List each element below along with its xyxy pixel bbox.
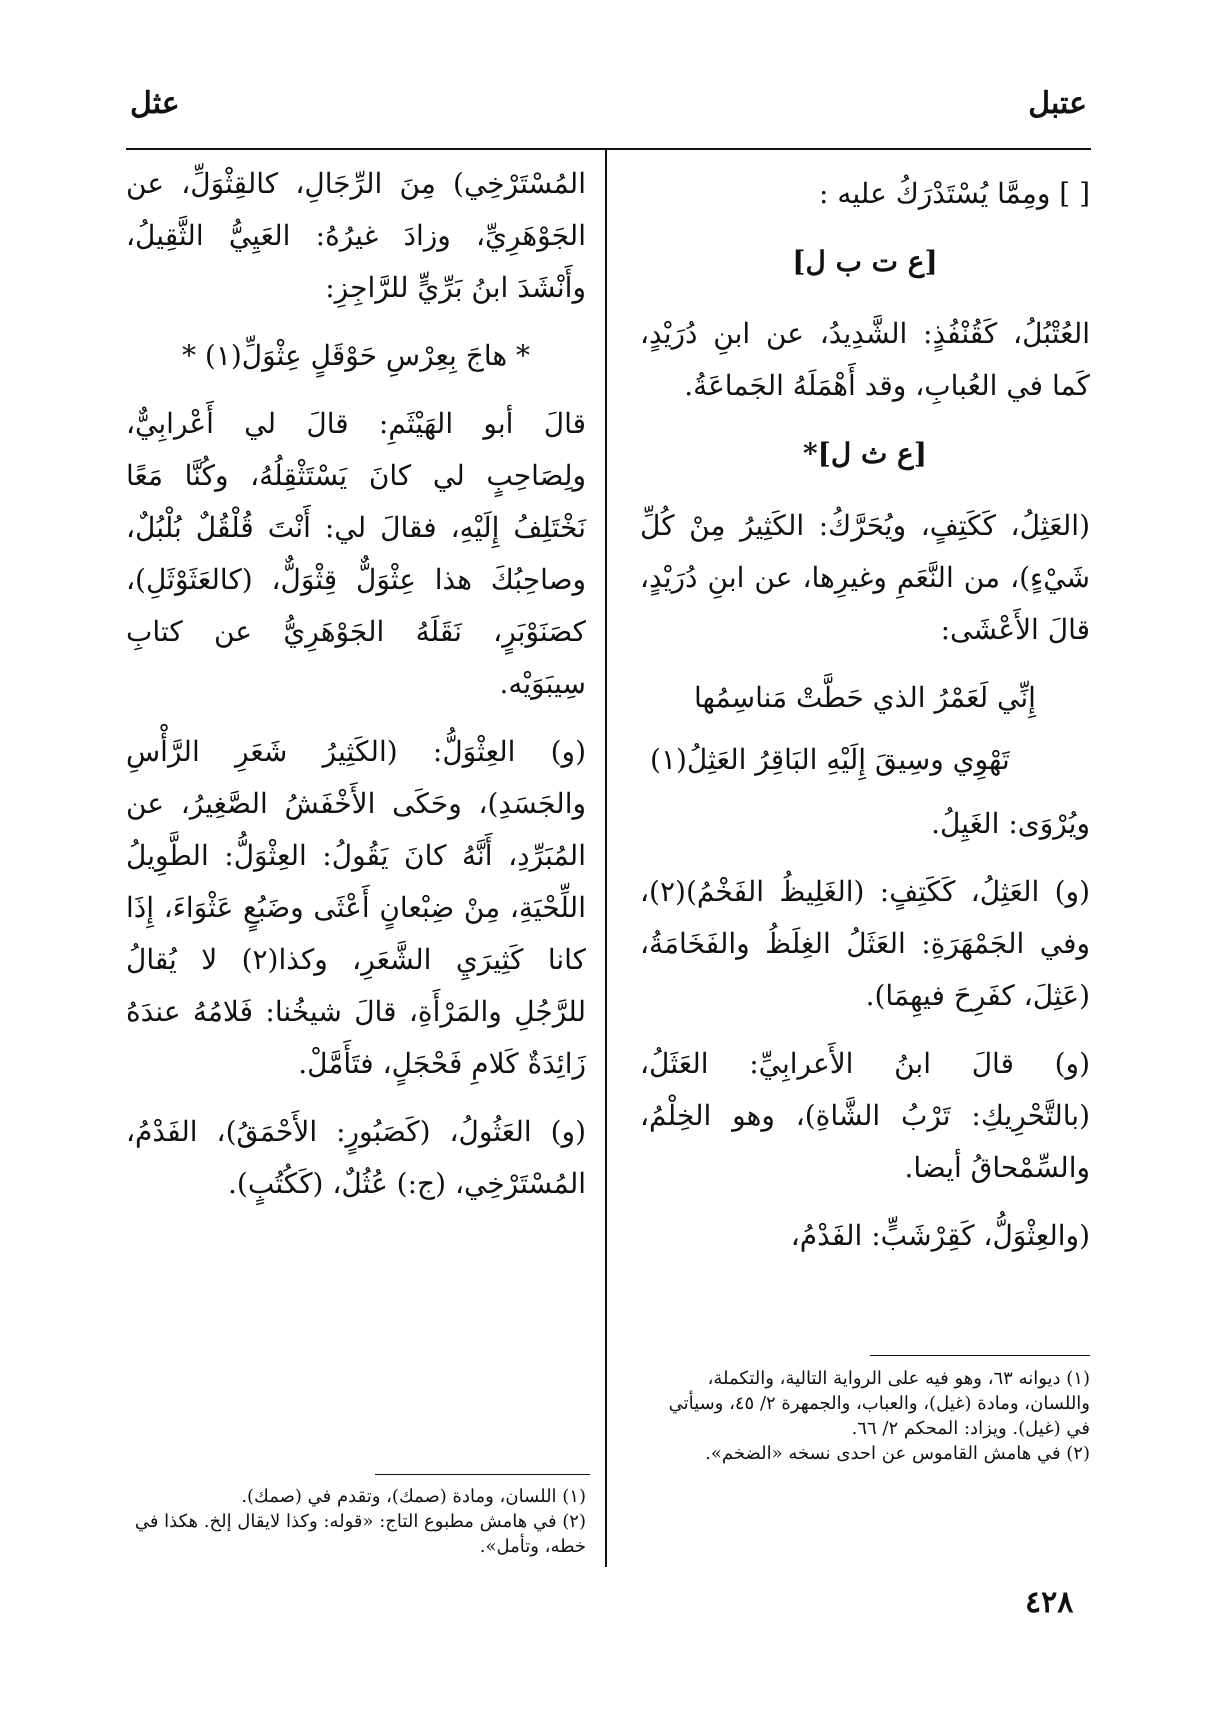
paragraph: (و) قالَ ابنُ الأَعرابِيِّ: العَثَلُ، (بالتَّحْرِيكِ: تَرْبُ الشَّاةِ)، وهو الخِلْمُ، والسِّمْحاقُ أيضا. [640,1047,1090,1184]
verse-line: تَهْوِي وسِيقَ إِلَيْهِ البَاقِرُ العَثِلُ(١) [650,743,1010,776]
footnotes-right [640,1366,1090,1466]
header-entry-left: عثل [130,86,180,121]
column-divider [605,150,607,1567]
paragraph: (و) العِثْوَلُّ: (الكَثِيرُ شَعَرِ الرَّأْسِ والجَسَدِ)، وحَكَى الأَخْفَشُ الصَّغِيرُ، عن المُبَرِّدِ، أَنَّهُ كانَ يَقُولُ: العِثْوَلُّ: الطَّوِيلُ اللِّحْيَةِ، مِنْ ضِبْعانٍ أَعْثَى وضَبُعٍ عَثْوَاءَ، إِذَا كانا كَثِيرَيِ الشَّعَرِ، وكذا(٢) لا يُقالُ للرَّجُلِ والمَرْأَةِ، قالَ شيخُنا: فَلامُهُ عندَهُ زَائِدَةٌ كَلامِ فَحْجَلٍ، فتَأَمَّلْ. [126,735,587,1080]
verse-line: * هاجَ بِعِرْسِ حَوْقَلٍ عِثْوَلِّ(١) * [181,339,531,372]
entry-heading: [ع ث ل]* [802,437,928,470]
right-column [640,168,1090,1278]
footnote: (٢) في هامش مطبوع التاج: «قوله: وكذا لايقال إلخ. هكذا في خطه، وتأمل». [134,1511,586,1557]
footnote: (١) ديوانه ٦٣، وهو فيه على الرواية التالية، والتكملة، واللسان، ومادة (غيل)، والعباب، والجمهرة ٢/ ٤٥، وسيأتي في (غيل). ويزاد: المحكم ٢/ ٦٦. [668,1368,1090,1439]
footnote-rule [375,1474,590,1475]
entry-heading: [ع ت ب ل] [792,245,938,278]
paragraph: (والعِثْوَلُّ، كَقِرْشَبٍّ: الفَدْمُ، [790,1219,1090,1252]
footnote-rule [870,1355,1090,1356]
footnotes-left [126,1484,586,1559]
paragraph: (و) العَثِلُ، كَكَتِفٍ: (الغَلِيظُ الفَخْمُ)(٢)، وفي الجَمْهَرَةِ: العَثَلُ الغِلَظُ والفَخَامَةُ، (عَثِلَ، كفَرِحَ فيهِمَا). [640,875,1090,1012]
paragraph: المُسْتَرْخِي) مِنَ الرِّجَالِ، كالقِثْوَلِّ، عن الجَوْهَرِيِّ، وزادَ غيرُهُ: العَيِيُّ الثَّقِيلُ، وأَنْشَدَ ابنُ بَرِّيٍّ للرَّاجِزِ: [126,167,586,304]
paragraph: [ ] ومِمَّا يُسْتَدْرَكُ عليه : [819,177,1090,210]
left-column [126,158,586,1226]
footnote: (١) اللسان، ومادة (صمك)، وتقدم في (صمك). [241,1486,586,1507]
paragraph: (العَثِلُ، كَكَتِفٍ، ويُحَرَّكُ: الكَثِيرُ مِنْ كُلِّ شَيْءٍ)، من النَّعَمِ وغيرِها، عن ابنِ دُرَيْدٍ، قالَ الأَعْشَى: [640,509,1090,646]
verse-line: إِنِّي لَعَمْرُ الذي حَطَّتْ مَناسِمُها [694,681,1036,714]
header-rule [126,148,1091,150]
footnote: (٢) في هامش القاموس عن احدى نسخه «الضخم». [705,1443,1090,1464]
paragraph: (و) العَثُولُ، (كَصَبُورٍ: الأَحْمَقُ)، الفَدْمُ، المُسْتَرْخِي، (ج:) عُثُلٌ، (كَكُتُبٍ). [126,1115,586,1200]
paragraph: العُتْبُلُ، كَقُنْفُذٍ: الشَّدِيدُ، عن ابنِ دُرَيْدٍ، كَما في العُبابِ، وقد أَهْمَلَهُ الجَماعَةُ. [640,317,1090,402]
page-number: ٤٢٨ [1025,1585,1074,1620]
paragraph: قالَ أبو الهَيْثَمِ: قالَ لي أَعْرابِيٌّ، ولِصَاحِبٍ لي كانَ يَسْتَثْقِلُهُ، وكُنَّا مَعًا نَخْتَلِفُ إِلَيْهِ، فقالَ لي: أَنْتَ قُلْقُلٌ بُلْبُلٌ، وصاحِبُكَ هذا عِثْوَلٌّ قِثْوَلٌّ، (كالعَثَوْثَلِ)، كصَنَوْبَرٍ، نَقَلَهُ الجَوْهَرِيُّ عن كتابِ سِيبَوَيْه. [126,407,586,700]
header-entry-right: عتبل [1028,86,1087,121]
paragraph: ويُرْوَى: الغَيِلُ. [931,807,1090,840]
